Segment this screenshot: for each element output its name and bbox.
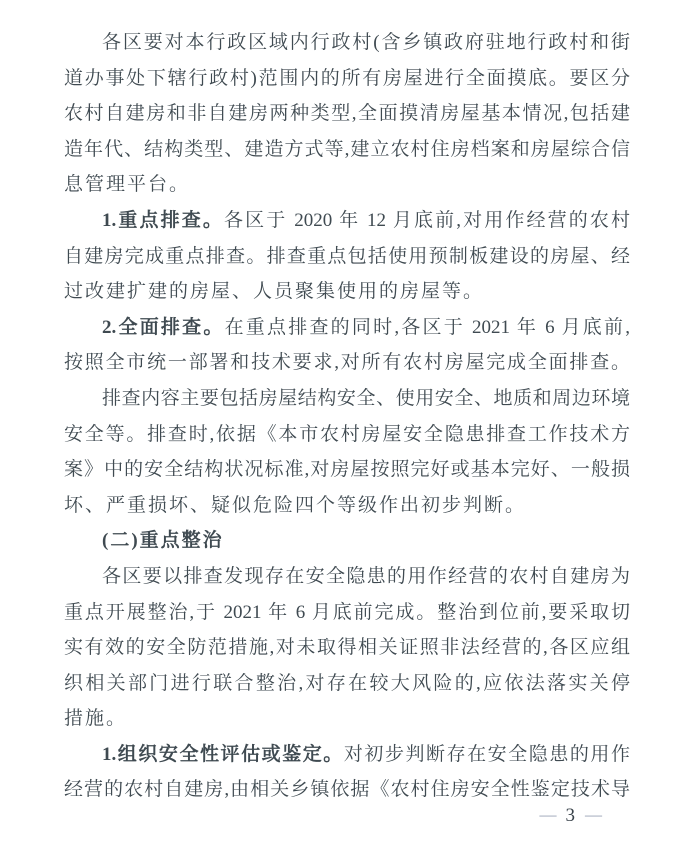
text-segment: 各区于 2020 年 12 月底前,对用作经营的农村 [223,209,630,231]
bold-text-segment: (二)重点整治 [102,530,224,552]
text-segment: 织相关部门进行联合整治,对存在较大风险的,应依法落实关停 [64,672,630,694]
text-segment: 安全等。排查时,依据《本市农村房屋安全隐患排查工作技术方 [64,423,630,445]
document-body [64,25,630,808]
text-segment: 排查内容主要包括房屋结构安全、使用安全、地质和周边环境 [102,387,630,409]
document-line [64,737,630,773]
document-line [64,239,630,275]
footer-right-dash: — [585,805,602,824]
document-line [64,96,630,132]
text-segment: 造年代、结构类型、建造方式等,建立农村住房档案和房屋综合信 [64,138,630,160]
document-line [64,310,630,346]
document-line [64,167,630,203]
document-line [64,274,630,310]
footer-left-dash: — [539,805,557,824]
document-line [64,559,630,595]
text-segment: 经营的农村自建房,由相关乡镇依据《农村住房安全性鉴定技术导 [64,779,630,801]
document-line [64,488,630,524]
document-line [64,381,630,417]
text-segment: 坏、严重损坏、疑似危险四个等级作出初步判断。 [64,494,527,516]
text-segment: 息管理平台。 [64,174,191,196]
page-footer [540,802,603,830]
text-segment: 案》中的安全结构状况标准,对房屋按照完好或基本完好、一般损 [64,459,630,481]
document-line [64,132,630,168]
document-line [64,61,630,97]
text-segment: 实有效的安全防范措施,对未取得相关证照非法经营的,各区应组 [64,637,630,659]
text-segment: 按照全市统一部署和技术要求,对所有农村房屋完成全面排查。 [64,352,630,374]
text-segment: 在重点排查的同时,各区于 2021 年 6 月底前, [224,316,630,338]
text-segment: 各区要对本行政区域内行政村(含乡镇政府驻地行政村和街 [102,32,630,53]
footer-page-number: 3 [565,805,576,826]
text-segment: 过改建扩建的房屋、人员聚集使用的房屋等。 [64,281,485,303]
document-line [64,523,630,559]
document-line [64,203,630,239]
document-line [64,701,630,737]
document-line [64,595,630,631]
bold-text-segment: 1.重点排查。 [102,209,224,231]
bold-text-segment: 1.组织安全性评估或鉴定。 [102,743,344,765]
text-segment: 措施。 [64,708,128,730]
text-segment: 自建房完成重点排查。排查重点包括使用预制板建设的房屋、经 [64,245,630,267]
document-line [64,417,630,453]
text-segment: 各区要以排查发现存在安全隐患的用作经营的农村自建房为 [102,565,630,587]
document-line [64,666,630,702]
document-line [64,345,630,381]
text-segment: 道办事处下辖行政村)范围内的所有房屋进行全面摸底。要区分 [64,67,630,89]
bold-text-segment: 2.全面排查。 [102,316,225,338]
document-line [64,452,630,488]
document-line [64,25,630,61]
text-segment: 农村自建房和非自建房两种类型,全面摸清房屋基本情况,包括建 [64,103,630,125]
text-segment: 重点开展整治,于 2021 年 6 月底前完成。整治到位前,要采取切 [64,601,630,623]
text-segment: 对初步判断存在安全隐患的用作 [343,743,630,765]
document-line [64,630,630,666]
